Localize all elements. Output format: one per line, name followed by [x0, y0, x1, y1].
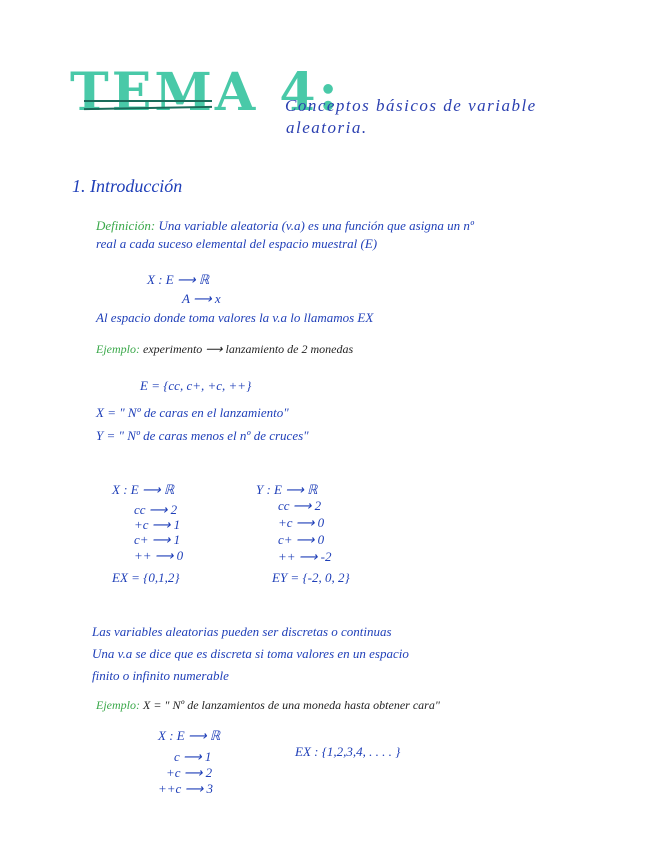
y-map-row: +c ⟶ 0 — [278, 515, 325, 530]
definition-line-1 — [96, 218, 474, 234]
y-map-row: c+ ⟶ 0 — [278, 532, 325, 547]
example-2 — [96, 698, 440, 713]
subtitle-line-1: Conceptos básicos de variable — [285, 96, 537, 115]
y-map-row: ++ ⟶ -2 — [278, 549, 332, 564]
x-map-row: +c ⟶ 1 — [134, 517, 181, 532]
y-map-row: cc ⟶ 2 — [278, 498, 322, 513]
space-text: Al espacio donde toma valores la v.a lo llamamos EX — [96, 310, 374, 325]
x-map-head: X : E ⟶ ℝ — [112, 482, 175, 497]
x-range: EX = {0,1,2} — [112, 570, 180, 585]
x-map-row: cc ⟶ 2 — [134, 502, 178, 517]
types-text-1: Las variables aleatorias pueden ser discretas o continuas — [92, 624, 392, 639]
x-definition: X = " Nº de caras en el lanzamiento" — [96, 405, 289, 420]
x2-map-head: X : E ⟶ ℝ — [158, 728, 221, 743]
example-1 — [96, 342, 353, 357]
y-range: EY = {-2, 0, 2} — [272, 570, 350, 585]
types-text-3: finito o infinito numerable — [92, 668, 229, 683]
subtitle-line-2: aleatoria. — [286, 118, 368, 137]
x2-map-row: c ⟶ 1 — [174, 749, 212, 764]
example-2-text: X = " Nº de lanzamientos de una moneda hasta obtener cara" — [143, 698, 440, 712]
page-title: TEMA 4: — [70, 62, 341, 123]
map-line-2: A ⟶ x — [182, 291, 221, 306]
title-strike-line — [84, 100, 212, 102]
definition-text-2: real a cada suceso elemental del espacio muestral (E) — [96, 236, 378, 251]
example-1-text: experimento ⟶ lanzamiento de 2 monedas — [143, 342, 354, 356]
x-map-row: c+ ⟶ 1 — [134, 532, 181, 547]
x-map-row: ++ ⟶ 0 — [134, 548, 184, 563]
sample-space-set: E = {cc, c+, +c, ++} — [140, 378, 252, 393]
y-definition: Y = " Nº de caras menos el nº de cruces" — [96, 428, 309, 443]
example-2-label: Ejemplo: — [96, 698, 140, 712]
x2-map-row: ++c ⟶ 3 — [158, 781, 213, 796]
example-1-label: Ejemplo: — [96, 342, 140, 356]
section-heading: 1. Introducción — [72, 176, 183, 196]
definition-text-1: Una variable aleatoria (v.a) es una función que asigna un nº — [158, 218, 474, 233]
x2-map-row: +c ⟶ 2 — [166, 765, 213, 780]
definition-label: Definición: — [96, 218, 156, 233]
x2-range: EX : {1,2,3,4, . . . . } — [295, 744, 401, 759]
y-map-head: Y : E ⟶ ℝ — [256, 482, 318, 497]
map-line-1: X : E ⟶ ℝ — [147, 272, 210, 287]
types-text-2: Una v.a se dice que es discreta si toma valores en un espacio — [92, 646, 409, 661]
